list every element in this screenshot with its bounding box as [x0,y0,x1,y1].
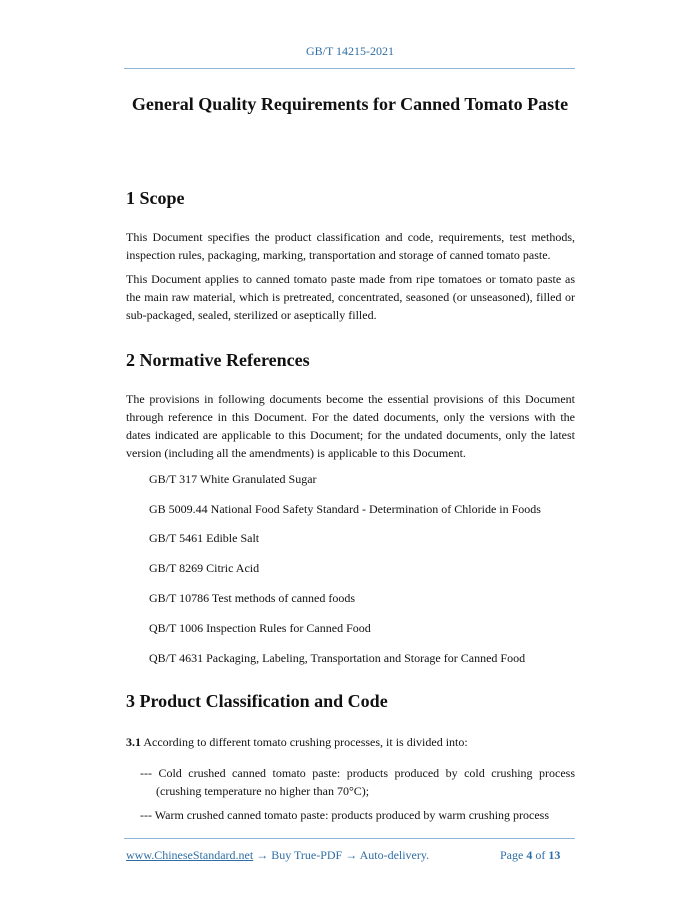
header-divider [124,68,575,69]
clause-text: According to different tomato crushing processes, it is divided into: [141,735,468,749]
scope-paragraph-1: This Document specifies the product classification and code, requirements, test methods, inspection rules, packaging, marking, transportation and storage of canned tomato paste. [126,230,575,262]
reference-item: GB/T 8269 Citric Acid [149,561,260,575]
reference-item: GB/T 317 White Granulated Sugar [149,472,317,486]
footer-promo [126,848,429,863]
reference-item: QB/T 4631 Packaging, Labeling, Transportation and Storage for Canned Food [149,651,526,665]
clause-number: 3.1 [126,735,141,749]
reference-item: GB 5009.44 National Food Safety Standard - Determination of Chloride in Foods [149,502,541,516]
classification-list-item: --- Warm crushed canned tomato paste: products produced by warm crushing process [140,808,550,822]
page-indicator [500,848,560,863]
website-link[interactable]: www.ChineseStandard.net [126,848,254,862]
footer-divider [124,838,575,839]
footer-tagline: → Buy True-PDF → Auto-delivery. [253,848,430,862]
page-total: 13 [548,848,561,862]
page-current: 4 [526,848,533,862]
clause-3-1 [126,733,575,751]
document-title: General Quality Requirements for Canned Tomato Paste [131,94,569,114]
references-intro-paragraph: The provisions in following documents become the essential provisions of this Document through reference in this Document. For the dated documents, only the versions with the dates indicated are applicable to this Document; for the undated documents, only the latest version (including all the amendments) is applicable to this Document. [126,392,575,460]
section-heading-normative-references: 2 Normative References [126,350,310,370]
classification-list-item: --- Cold crushed canned tomato paste: products produced by cold crushing process (crushing temperature no higher than 70°C); [140,766,575,798]
reference-item: QB/T 1006 Inspection Rules for Canned Food [149,621,371,635]
header-standard-code: GB/T 14215-2021 [305,44,395,58]
reference-item: GB/T 5461 Edible Salt [149,531,260,545]
of-label: of [535,848,546,862]
section-heading-scope: 1 Scope [126,188,185,208]
page-label: Page [500,848,524,862]
section-heading-classification: 3 Product Classification and Code [126,691,388,711]
scope-paragraph-2: This Document applies to canned tomato paste made from ripe tomatoes or tomato paste as the main raw material, which is pretreated, concentrated, seasoned (or unseasoned), filled or sub-packaged, sealed, sterilized or aseptically filled. [126,272,575,322]
reference-item: GB/T 10786 Test methods of canned foods [149,591,356,605]
